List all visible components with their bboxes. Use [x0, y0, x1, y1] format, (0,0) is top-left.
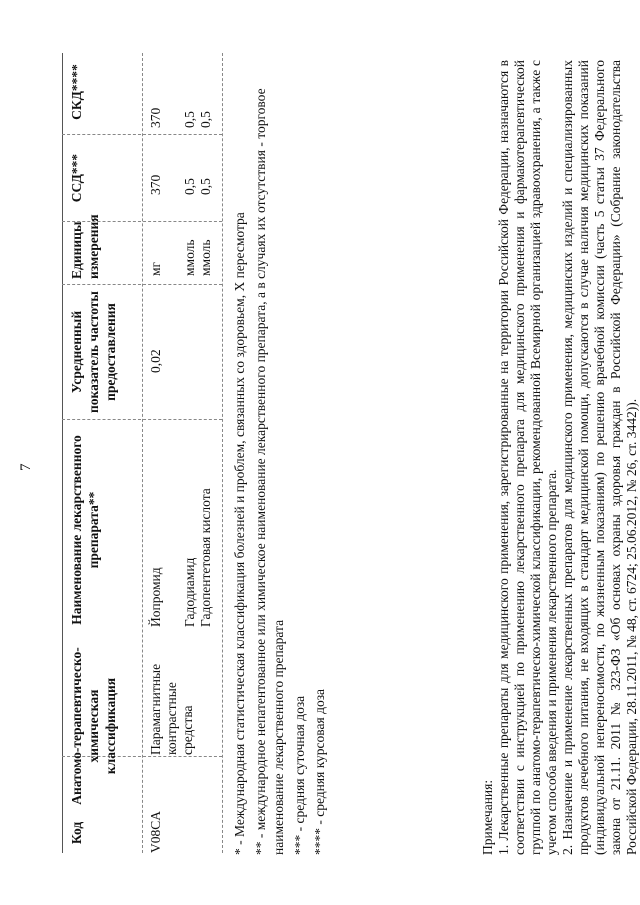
group-atc: Парамагнитные контрастные средства	[148, 663, 195, 755]
row-unit-3: ммоль	[198, 239, 213, 276]
row-skd-3: 0,5	[198, 111, 213, 128]
header-code: Код	[69, 821, 84, 845]
note-1: 1. Лекарственные препараты для медицинского применения, зарегистрированные на территории Российской Федерации, назначаются в соответствии с инструкцией по применению лекарственного препарата для медицинского применения и фармакотерапевтической группой по анатомо-терапевтическо-химической классификации, рекомендованной Всемирной организацией здравоохранения, а также с учетом способа введения и применения лекарственного препарата.	[496, 60, 559, 855]
footnote-1: * - Международная статистическая классификация болезней и проблем, связанных со здоровьем, X пересмотра	[232, 212, 247, 855]
table-top-border	[62, 53, 63, 853]
footnote-2: ** - международное непатентованное или химическое наименование лекарственного препарата, а в случаях их отсутствия - торговое наименование лекарственного препарата	[253, 88, 286, 855]
col-divider-3	[62, 284, 222, 285]
row-unit-2: ммоль	[182, 239, 197, 276]
row-skd-1: 370	[148, 107, 163, 128]
note-2: 2. Назначение и применение лекарственных препаратов для медицинского применения, медицинских изделий и специализированных продуктов лечебного питания, не входящих в стандарт медицинской помощи, допускаются в случае наличия медицинских показаний (индивидуальной непереносимости, по жизненным показаниям) по решению врачебной комиссии (часть 5 статьи 37 Федерального закона от 21.11. 2011 № 323-ФЗ «Об основах охраны здоровья граждан в Российской Федерации» (Собрание законодательства Российской Федерации, 28.11.2011, № 48, ст. 6724; 25.06.2012, № 26, ст. 3442)).	[560, 60, 639, 855]
header-atc: Анатомо-терапевтическо-химическая классификация	[69, 647, 118, 805]
row-ssd-2: 0,5	[182, 178, 197, 195]
row-rate-1: 0,02	[148, 349, 163, 373]
table-bottom-border	[222, 53, 223, 853]
group-code: V08CA	[148, 810, 163, 853]
row-ssd-3: 0,5	[198, 178, 213, 195]
header-ssd: ССД***	[69, 153, 84, 203]
footnote-3: *** - средняя суточная доза	[292, 695, 307, 855]
footnote-4: **** - средняя курсовая доза	[312, 688, 327, 855]
header-skd: СКД****	[69, 64, 84, 120]
col-divider-2	[62, 419, 222, 420]
header-drug: Наименование лекарственного препарата**	[69, 435, 101, 625]
header-rate: Усредненный показатель частоты предоставления	[69, 291, 118, 413]
row-skd-2: 0,5	[182, 111, 197, 128]
row-ssd-1: 370	[148, 174, 163, 195]
notes-section	[480, 60, 640, 855]
row-drug-1: Йопромид	[148, 567, 163, 627]
page-number: 7	[18, 463, 34, 471]
notes-title: Примечания:	[480, 779, 495, 855]
table-header-border	[142, 53, 143, 853]
header-unit: Единицы измерения	[69, 214, 101, 279]
row-drug-3: Гадопентетовая кислота	[198, 488, 213, 627]
row-drug-2: Гадодиамид	[182, 557, 197, 627]
col-divider-5	[62, 134, 222, 135]
row-unit-1: мг	[148, 261, 163, 276]
